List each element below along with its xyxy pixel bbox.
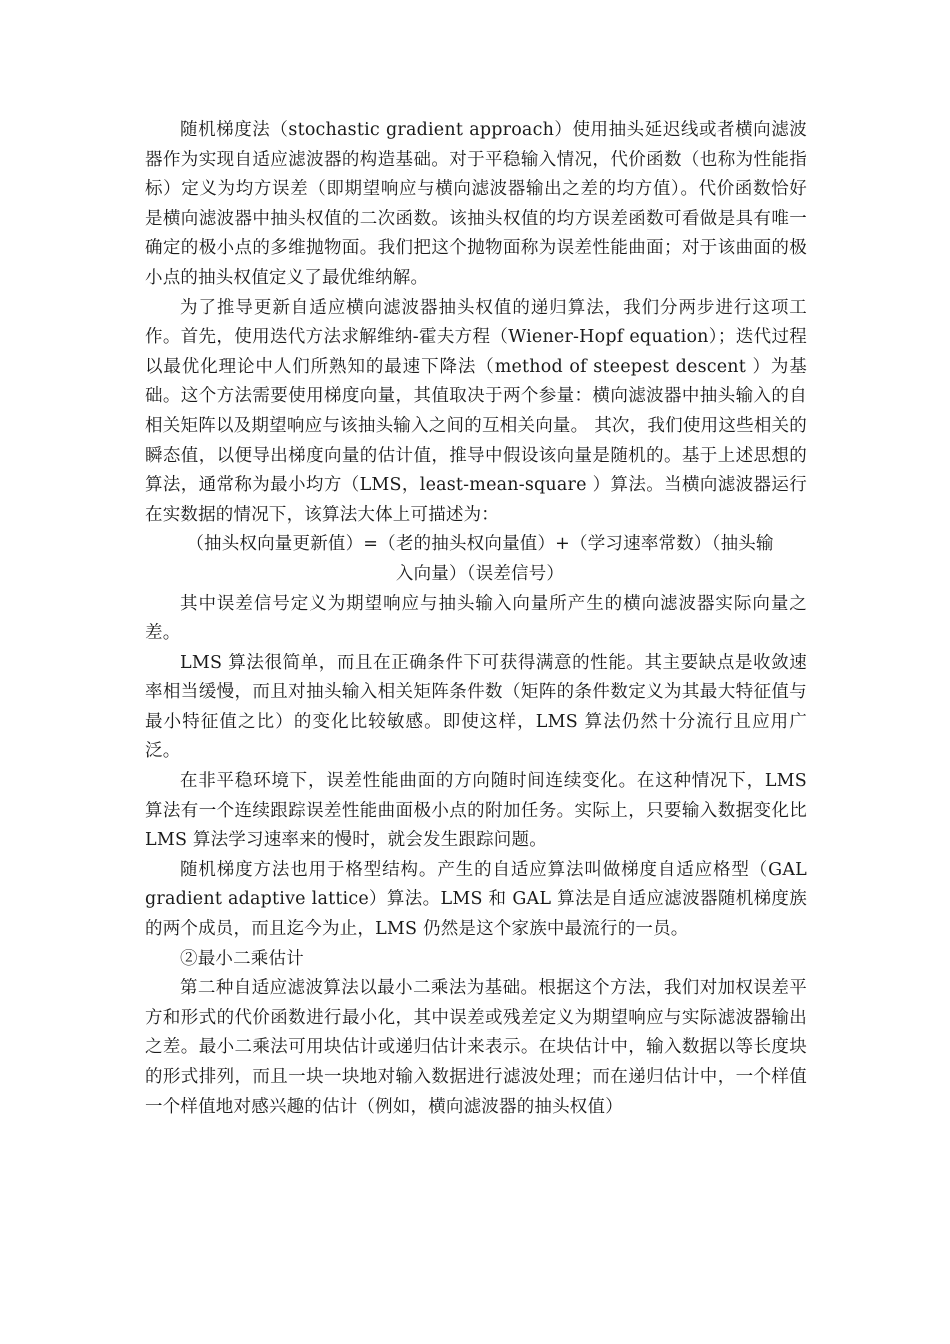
paragraph-least-squares: 第二种自适应滤波算法以最小二乘法为基础。根据这个方法，我们对加权误差平方和形式的代价函数进行最小化，其中误差或残差定义为期望响应与实际滤波器输出之差。最小二乘法可用块估计或递归估计来表示。在块估计中，输入数据以等长度块的形式排列，而且一块一块地对输入数据进行滤波处理；而在递归估计中，一个样值一个样值地对感兴趣的估计（例如，横向滤波器的抽头权值） <box>145 978 807 1117</box>
paragraph-error-signal: 其中误差信号定义为期望响应与抽头输入向量所产生的横向滤波器实际向量之差。 <box>145 593 807 644</box>
paragraph-lms-properties: LMS 算法很简单，而且在正确条件下可获得满意的性能。其主要缺点是收敛速率相当缓慢，而且对抽头输入相关矩阵条件数（矩阵的条件数定义为其最大特征值与最小特征值之比）的变化比较敏感。即使这样，LMS 算法仍然十分流行且应用广泛。 <box>145 652 807 762</box>
paragraph-gal-lattice: 随机梯度方法也用于格型结构。产生的自适应算法叫做梯度自适应格型（GAL gradient adaptive lattice）算法。LMS 和 GAL 算法是自适应滤波器随机梯度族的两个成员，而且迄今为止，LMS 仍然是这个家族中最流行的一员。 <box>145 859 807 940</box>
section-heading-least-squares: ②最小二乘估计 <box>180 948 304 969</box>
paragraph-lms-derivation: 为了推导更新自适应横向滤波器抽头权值的递归算法，我们分两步进行这项工作。首先，使用迭代方法求解维纳-霍夫方程（Wiener-Hopf equation）；迭代过程以最优化理论中人们所熟知的最速下降法（method of steepest descent ）为基础。这个方法需要使用梯度向量，其值取决于两个参量：横向滤波器中抽头输入的自相关矩阵以及期望响应与该抽头输入之间的互相关向量。 其次，我们使用这些相关的瞬态值，以便导出梯度向量的估计值，推导中假设该向量是随机的。基于上述思想的算法，通常称为最小均方（LMS，least-mean-square ）算法。当横向滤波器运行在实数据的情况下，该算法大体上可描述为： <box>145 297 807 525</box>
lms-update-formula: （抽头权向量更新值）=（老的抽头权向量值）+（学习速率常数）（抽头输入向量）（误差信号） <box>186 534 774 584</box>
paragraph-stochastic-gradient: 随机梯度法（stochastic gradient approach）使用抽头延迟线或者横向滤波器作为实现自适应滤波器的构造基础。对于平稳输入情况，代价函数（也称为性能指标）定义为均方误差（即期望响应与横向滤波器输出之差的均方值）。代价函数恰好是横向滤波器中抽头权值的二次函数。该抽头权值的均方误差函数可看做是具有唯一确定的极小点的多维抛物面。我们把这个抛物面称为误差性能曲面；对于该曲面的极小点的抽头权值定义了最优维纳解。 <box>145 120 807 288</box>
paragraph-nonstationary: 在非平稳环境下，误差性能曲面的方向随时间连续变化。在这种情况下，LMS 算法有一个连续跟踪误差性能曲面极小点的附加任务。实际上，只要输入数据变化比 LMS 算法学习速率来的慢时，就会发生跟踪问题。 <box>145 771 807 851</box>
document-body <box>145 116 807 1122</box>
